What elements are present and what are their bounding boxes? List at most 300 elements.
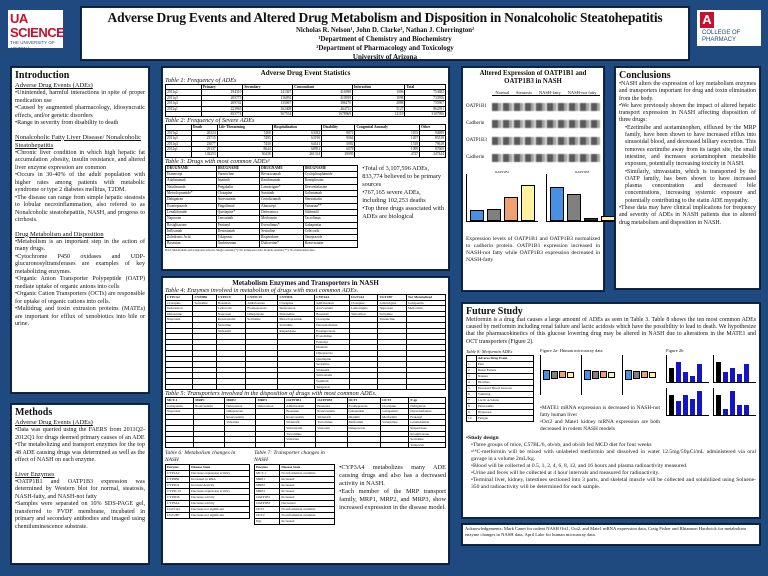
table-cell: 94699: [420, 130, 446, 135]
table-transporters-disposition: [165, 397, 446, 448]
table-cell: 2011q4: [166, 101, 202, 106]
bullet: •Top three drugs associated with ADEs are biological: [362, 204, 445, 220]
table-cell: 1006: [352, 90, 404, 95]
table-cell: Decrease expression activity: [190, 489, 250, 495]
table-cell: Omeprazole: [246, 311, 278, 317]
table-cell: Increased: [280, 495, 335, 501]
table8-caption: Table 8: Metformin ADEs: [466, 348, 513, 354]
table-cell: Omeprazole: [315, 350, 350, 356]
methods-panel: [10, 403, 150, 565]
table-cell: 9064: [322, 136, 355, 141]
table-cell: OATP1B1: [255, 495, 280, 501]
table-cell: Adalimumab: [166, 178, 217, 184]
bullet: •NASH alters the expression of key metabolism enzymes and transporters important for drug and toxin elimination from the body.: [619, 81, 756, 102]
table-cell: Risperidone: [409, 426, 446, 432]
table-cell: 1318: [355, 141, 420, 146]
table-cell: 64141: [272, 141, 321, 146]
column-header: CYP2D6: [278, 295, 315, 301]
bullet: •Terminal liver, kidney, intestines sectioned into 3 parts, and skeletal muscle will be collected and solubilized using Soluene-350 and radioactivity will be determined for each sample.: [471, 476, 756, 490]
table-row: [166, 442, 446, 448]
table-cell: Rosuvastatin: [194, 403, 225, 409]
table-frequency-of-severe-ades: [165, 124, 446, 157]
table-cell: Bevacizumab: [260, 172, 304, 178]
box-plot-bar: [567, 194, 581, 221]
group-label: NASH-not fatty: [567, 90, 597, 95]
table-row: [166, 112, 446, 117]
table-cell: CYP3A4: [166, 501, 190, 507]
group-label: Steatosis: [515, 90, 532, 95]
column-header: UGT1A4: [349, 295, 378, 301]
table-cell: Sertraline: [216, 322, 246, 328]
table-cell: Metformin: [347, 420, 381, 426]
table-cell: 2011q2: [166, 90, 202, 95]
ade-statistics-panel: [161, 66, 450, 271]
table-cell: Sertraline: [315, 362, 350, 368]
column-header: Not Metabolized: [406, 295, 445, 301]
bullet: •¹⁴C-metformin will be mixed with unlabeled metformin and dissolved in water 12.5mg/50µCi/mL administered via oral gavage in a volume 2mL/kg.: [471, 448, 756, 462]
table-cell: Romiplostim: [303, 178, 358, 184]
box-plot-bar: [584, 218, 598, 221]
table-cell: Ranibizumab: [260, 178, 304, 184]
column-header: Disease State: [190, 465, 250, 471]
table-cell: 85518: [420, 136, 446, 141]
table-cell: 5082: [322, 141, 355, 146]
table-cell: [285, 442, 316, 448]
bullet: •The metabolizing and transport enzymes for the top 48 ADE causing drugs was determined as well as the effect of NASH on each enzyme.: [15, 442, 145, 463]
microarray-box-plots: [540, 353, 660, 397]
table-cell: Ambrisentan: [216, 241, 260, 247]
table-transporter-changes: [254, 464, 335, 525]
bullet: •Occurs in 30-40% of the adult population with higher rates among patients with metabolic syndrome or type 2 diabetes mellitus, T2DM.: [15, 172, 145, 193]
bullet-list: [15, 479, 145, 532]
bullet: •CYP3A4 metabolizes many ADE causing drugs and also has a decreased activity in NASH.: [339, 464, 446, 488]
table-cell: Esomeprazole: [246, 306, 278, 312]
table-cell: Esomeprazole: [166, 203, 217, 209]
table-cell: 1: [467, 361, 477, 367]
poster-header: [80, 6, 690, 61]
table-cell: Omeprazole: [347, 426, 381, 432]
section-title: Adverse Drug Events (ADEs): [15, 419, 93, 426]
column-header: Total: [405, 85, 446, 90]
table-cell: [225, 442, 256, 448]
table-cell: Clozapine: [166, 300, 193, 306]
table-cell: 2012q1: [166, 106, 202, 111]
table-cell: 862391: [405, 106, 446, 111]
table-cell: Decrease not significant: [190, 513, 250, 519]
column-header: Disease State: [280, 465, 335, 471]
table-cell: Duloxetine*: [260, 241, 304, 247]
table-row: [255, 519, 335, 525]
table-cell: Rosuvastatin: [225, 414, 256, 420]
table-cell: Tolapravir: [216, 235, 260, 241]
table-cell: 5: [467, 385, 477, 391]
table-cell: Valsartan**: [303, 203, 358, 209]
chart-title: OATP1B1: [494, 170, 510, 174]
bullet: •Chronic liver condition in which high hepatic fat accumulation ,obesity, insulin resistance, and altered liver enzyme expression are common: [15, 149, 145, 171]
bar-chart: [713, 355, 756, 383]
table-cell: 416998: [293, 90, 353, 95]
table-cell: Bosentan: [216, 300, 246, 306]
table-cell: Fatigue: [476, 415, 533, 421]
table-cell: 1678969: [293, 112, 353, 117]
poster-title: Adverse Drug Events and Altered Drug Metabolism and Disposition in Nonalcoholic Steatohepatitis: [107, 10, 663, 25]
table-cell: Simvastatin: [303, 197, 358, 203]
table-cell: 205775: [201, 95, 243, 100]
table-cell: Sildenafil: [315, 367, 350, 373]
table-cell: Tacrolimus: [285, 431, 316, 437]
table1-caption: Table 1: Frequency of ADEs: [165, 77, 237, 84]
table-cell: Certolizumab: [260, 197, 304, 203]
table-cell: Omeprazole: [225, 409, 256, 415]
table-cell: Metoclopramide*: [166, 191, 217, 197]
table-cell: 261314: [272, 152, 321, 157]
bullet: •Organic Cation Transporters (OCTs) are responsible for uptake of organic cations into cells.: [15, 291, 145, 305]
table-cell: Imatinib: [315, 345, 350, 351]
table-cell: Clozapine: [216, 191, 260, 197]
table-cell: [166, 112, 202, 117]
blot-label: OATP1B3: [466, 138, 487, 143]
table-cell: Tamoxifen: [349, 311, 378, 317]
table-row: [166, 152, 446, 157]
table-cell: 102253: [191, 152, 217, 157]
table-cell: CYP2B6: [166, 477, 190, 483]
table-cell: Lenalidomide: [409, 420, 446, 426]
table-cell: Duloxetine: [278, 311, 315, 317]
column-header: OCT2: [381, 398, 409, 404]
table-cell: Risperidone: [260, 235, 304, 241]
table-cell: Decrease expression activity: [190, 471, 250, 477]
table-cell: Ambrisentan: [315, 300, 350, 306]
column-header: Disability: [322, 125, 355, 130]
oatp-expression-panel: [461, 66, 605, 292]
table-cell: Ambrisentan: [246, 300, 278, 306]
conclusion-bullets: [619, 81, 756, 227]
bullet: •MATE1 mRNA expression is decreased in NASH-not fatty human liver: [540, 404, 660, 418]
table-cell: [216, 384, 246, 390]
bullet: •Total of 3,107,596 ADEs, 833,774 believed to be primary sources: [362, 164, 442, 188]
bullet: •Three groups of mice, C57BL/6, ob/ob, and ob/ob fed MCD diet for four weeks: [471, 441, 652, 448]
column-header: Other: [420, 125, 446, 130]
western-blot-image: [492, 154, 600, 162]
table-cell: Denosumab: [216, 228, 260, 234]
table-cell: Pregabalin: [216, 184, 260, 190]
figure-bullets: [540, 405, 660, 433]
table-cell: 2011q3: [166, 136, 192, 141]
figure-2a: [540, 348, 660, 433]
table-cell: Clozapine: [278, 300, 315, 306]
authors: Nicholas R. Nelson¹, John D. Clarke², Nathan J. Cherrington²: [295, 27, 475, 34]
table-cell: Diarrhea: [476, 379, 533, 385]
column-header: OCT1: [347, 398, 381, 404]
table-cell: Gabapentin: [381, 409, 409, 415]
table-cell: Rosiglitazone: [409, 431, 446, 437]
section-title: Nonalcoholic Fatty Liver Disease/ Nonalcoholic Steatohepatitis: [15, 133, 141, 149]
oatp-heading: Altered Expression of OATP1B1 and OATP1B3 in NASH: [479, 70, 587, 85]
column-header: P-gp: [409, 398, 446, 404]
future-intro: Metformin is a drug that causes a large amount of ADEs as seen in Table 3. Table 8 shows the ten most common ADEs caused by metformin including renal failure and lactic acidosis which have the possibility to lead to death. We hypothesize that the pharmacokinetics of this glucose lowering drug may be altered in NASH due to alterations in the MATE1 and OCT transporters (Figure 2).: [466, 317, 756, 345]
column-header: Adverse Drug Event: [476, 355, 533, 361]
oatp-caption: Expression levels of OATP1B1 and OATP1B3 normalized to cadherin protein. OATP1B1 expression increased in NASH-not fatty while OATP1B3 expression decreased in NASH-fatty: [466, 236, 600, 263]
bullet-list: [15, 427, 145, 465]
column-header: Hospitalization: [272, 125, 321, 130]
column-header: MRP3: [256, 398, 285, 404]
table-cell: Sertraline: [409, 437, 446, 443]
sub-bullet: •Similarly, simvastatin, which is transported by the OATP family, has been shown to have increased plasma concentration and decreased bile concentrations, increasing systemic exposure and potentially contributing to the statin ADE myopathy.: [625, 168, 756, 204]
table-cell: 4727: [355, 152, 420, 157]
table-cell: 833774: [201, 112, 243, 117]
bullet-list: [15, 90, 145, 128]
ade-statistics-heading: Adverse Drug Event Statistics: [260, 69, 351, 77]
table-cell: 116092: [243, 95, 293, 100]
table-enzymes-metabolism: [165, 294, 446, 390]
table-cell: Tacrolimus: [316, 420, 347, 426]
table-cell: 6078: [322, 147, 355, 152]
table-cell: Renal Failure: [476, 367, 533, 373]
table-cell: Increased: [280, 483, 335, 489]
table-cell: Atorvastatin: [315, 306, 350, 312]
bullet: •Multidrug and toxin extrusion proteins (MATEs) are important for efflux of xenobiotics into bile or urine.: [15, 306, 145, 327]
box-plot-bar: [601, 216, 615, 221]
table-cell: Telaprevir: [315, 384, 350, 390]
column-header: CYP2C19: [246, 295, 278, 301]
table-cell: Valsartan: [225, 420, 256, 426]
table-cell: [256, 442, 285, 448]
blot-label: OATP1B1: [466, 104, 487, 109]
table-cell: Clozapine: [349, 300, 378, 306]
logo-subtext: COLLEGE OF SCIENCE: [10, 52, 61, 57]
table-cell: Simvastatin: [285, 426, 316, 432]
table-cell: Imatinib: [216, 178, 260, 184]
rodent-bar-charts: [666, 355, 756, 416]
table-cell: Atorvastatin: [216, 197, 260, 203]
section-title: Drug Metabolism and Disposition: [15, 230, 104, 238]
table-cell: Increased Blood Glucose: [476, 385, 533, 391]
bullet: •OATP1B1 and OATP1B3 expression was determined by Western blot for normal, steatosis, NASH-fatty, and NASH-not fatty: [15, 478, 145, 500]
table-cell: [406, 384, 445, 390]
table-cell: Valsartan: [316, 426, 347, 432]
western-blot-image: [492, 120, 600, 128]
table-cell: Sunitinib: [260, 191, 304, 197]
column-header: Secondary: [243, 85, 293, 90]
table-cell: Esomeprazole: [347, 403, 381, 409]
bullet: •Range in severity from disability to death: [15, 120, 119, 126]
table-cell: 162408: [243, 106, 293, 111]
table-cell: Sunitinib: [315, 378, 350, 384]
table-cell: Pain: [476, 361, 533, 367]
university: University of Arizona: [352, 53, 418, 61]
microarray-panel: [581, 355, 619, 395]
table-cell: Lenvatinib: [216, 216, 260, 222]
blot-row: [466, 132, 600, 149]
table-cell: Naproxen: [166, 317, 193, 323]
conclusions-heading: Conclusions: [619, 70, 671, 81]
table-cell: Clozapine: [315, 317, 350, 323]
table-cell: Rosiglitazone: [166, 222, 217, 228]
table2-caption: Table 2: Frequency of Severe ADEs: [165, 117, 255, 125]
bullet: •We have previously shown the impact of altered hepatic transport expression in NASH affecting disposition of three drugs:: [619, 102, 756, 124]
table-cell: Metformin: [260, 216, 304, 222]
table-cell: [166, 384, 193, 390]
box-plot: [546, 174, 618, 222]
table-cell: Fentanyl: [409, 414, 446, 420]
table-cell: UGT2B7: [166, 513, 190, 519]
table-row: [166, 241, 358, 247]
table-cell: Increased: [280, 519, 335, 525]
table-cell: 1098: [352, 95, 404, 100]
table4-caption: Table 4: Enzymes involved in metabolism of drugs with most common ADEs.: [165, 287, 359, 294]
bullet: •Each member of the MRP transport family, MRP1, MRP2, and MRP3, show increased expression in the disease model.: [339, 488, 446, 512]
table-cell: Vomiting: [476, 391, 533, 397]
table-cell: 26324: [191, 130, 217, 135]
table-cell: 410958: [293, 95, 353, 100]
table-cell: Increased in RNA: [190, 477, 250, 483]
table-cell: [246, 384, 278, 390]
table-cell: Simvastatin: [315, 373, 350, 379]
column-header: CYP1A2: [166, 295, 193, 301]
table-cell: Esomeprazole: [315, 328, 350, 334]
table-cell: [166, 442, 194, 448]
table-cell: 2: [467, 367, 477, 373]
table-cell: Fentanyl: [315, 339, 350, 345]
box-plot: [466, 174, 538, 222]
table-cell: Telaprevir: [409, 442, 446, 448]
introduction-heading: Introduction: [15, 70, 70, 81]
table-row: [467, 415, 534, 421]
table-cell: Valsartan: [285, 437, 316, 443]
logo-text: UA SCIENCE: [10, 11, 65, 40]
table-cell: Metformin: [406, 306, 445, 312]
table-cell: CYP1A2: [166, 471, 190, 477]
table-cell: MRP2: [255, 483, 280, 489]
table-cell: Deferasirox: [278, 306, 315, 312]
table-cell: MRP3: [255, 489, 280, 495]
table-cell: 7: [467, 397, 477, 403]
introduction-panel: [10, 66, 150, 394]
table-cell: 23077: [191, 141, 217, 146]
table-cell: 8044: [217, 147, 272, 152]
column-header: CYP2C9: [216, 295, 246, 301]
table-cell: Naproxen: [166, 216, 217, 222]
table-cell: Celecoxib: [216, 306, 246, 312]
table-cell: Deferasirox: [225, 403, 256, 409]
table-cell: Rosuvastatin: [303, 241, 358, 247]
table-cell: 567534: [243, 112, 293, 117]
column-header: CYP3A4: [315, 295, 350, 301]
table-cell: Rosuvastatin: [285, 414, 316, 420]
ua-science-logo: [8, 10, 65, 57]
group-label: Normal: [495, 90, 510, 95]
table-cell: [349, 384, 378, 390]
metabolism-panel: [161, 276, 450, 565]
table-cell: 209742: [201, 101, 243, 106]
box-plot-bar: [550, 187, 564, 221]
table-cell: Nausea: [476, 373, 533, 379]
table-cell: 4: [467, 379, 477, 385]
bar-chart: [666, 388, 709, 416]
table-cell: Sertraline: [193, 300, 216, 306]
table-cell: [278, 384, 315, 390]
table-metabolism-changes: [165, 464, 250, 519]
column-header: DRUGNAME: [303, 165, 358, 171]
table-cell: [378, 384, 407, 390]
table-cell: Fentanyl: [216, 222, 260, 228]
table-cell: Naproxen: [216, 311, 246, 317]
table-cell: Increased: [280, 489, 335, 495]
table-cell: [166, 152, 192, 157]
table-cell: Gabapentin: [166, 403, 194, 409]
table-cell: 79618: [420, 141, 446, 146]
table-cell: 7468: [217, 130, 272, 135]
table-cell: Decreased: [280, 501, 335, 507]
table-cell: No information available: [280, 471, 335, 477]
logo-subtext: THE UNIVERSITY OF ARIZONA: [700, 52, 753, 56]
table-cell: 2888: [352, 101, 404, 106]
table-cell: Bosentan: [316, 403, 347, 409]
table-cell: Golimumab: [303, 191, 358, 197]
table-cell: Sildenafil: [216, 328, 246, 334]
table-cell: Metformin: [381, 414, 409, 420]
table-cell: Etanercept: [166, 172, 217, 178]
table-cell: Gabapentin: [406, 300, 445, 306]
table-cell: Decrease not significant: [190, 507, 250, 513]
column-header: DRUGNAME: [260, 165, 304, 171]
table-cell: Zoledronic Acid: [166, 235, 217, 241]
column-header: UGT2B7: [378, 295, 407, 301]
table-cell: Dyspnoea: [476, 409, 533, 415]
blot-group-labels: [492, 90, 600, 96]
table-cell: Bosentan: [166, 241, 217, 247]
table-cell: Pancreatitis: [476, 403, 533, 409]
section-title: Liver Enzymes: [15, 470, 55, 478]
table-frequency-of-ades: [165, 84, 446, 117]
study-design: [466, 435, 756, 491]
acknowledgements-text: Acknowledgements: Mark Canet for rodent NASH Oct1, Oct2, and Mate1 mRNA expression data, Craig Fisher and Rhiannon Hardwick for metabolism enzyme changes in NASH data, April Lake for human microarray data.: [465, 526, 746, 537]
table-cell: Lamotrigine: [349, 306, 378, 312]
table-cell: 3107996: [405, 112, 446, 117]
blot-label: Cadherin: [466, 121, 485, 126]
table-cell: 194310: [201, 90, 243, 95]
table-cell: Imatinib: [347, 414, 381, 420]
table-cell: Rosuvastatin: [216, 317, 246, 323]
table-cell: Sertraline: [278, 322, 315, 328]
table5-caption: Table 5: Transporters involved in the disposition of drugs with most common ADEs.: [165, 390, 377, 398]
acknowledgements-panel: [461, 523, 761, 546]
table-cell: 63190: [272, 136, 321, 141]
oatp1b1-chart: [466, 170, 538, 222]
box-plot-bar: [504, 197, 518, 221]
table-cell: No information available: [280, 513, 335, 519]
section-title: Adverse Drug Events (ADEs): [15, 82, 93, 89]
table-cell: Celecoxib: [303, 228, 358, 234]
table7-caption: Table 7: Transporter changes in NASH: [254, 450, 325, 464]
table-cell: Sertraline: [246, 317, 278, 323]
table-cell: Sildenafil: [303, 209, 358, 215]
affiliation-1: ¹Department of Chemistry and Biochemistry: [318, 35, 452, 43]
table-cell: 347444: [420, 152, 446, 157]
table-cell: 2012q1: [166, 147, 192, 152]
figure-title: Figure 2a- Human microarray data: [540, 347, 603, 353]
methods-heading: Methods: [15, 407, 53, 418]
table-cell: 7495: [217, 136, 272, 141]
column-header: DRUGNAME: [216, 165, 260, 171]
table-cell: No information available: [280, 507, 335, 513]
table-cell: [347, 442, 381, 448]
table-cell: Naproxen: [378, 306, 407, 312]
box-plot-bar: [487, 209, 501, 221]
column-header: Interaction: [352, 85, 404, 90]
bar-chart: [713, 388, 756, 416]
table3-caption: Table 3: Drugs with most common ADEs¹: [165, 157, 270, 165]
